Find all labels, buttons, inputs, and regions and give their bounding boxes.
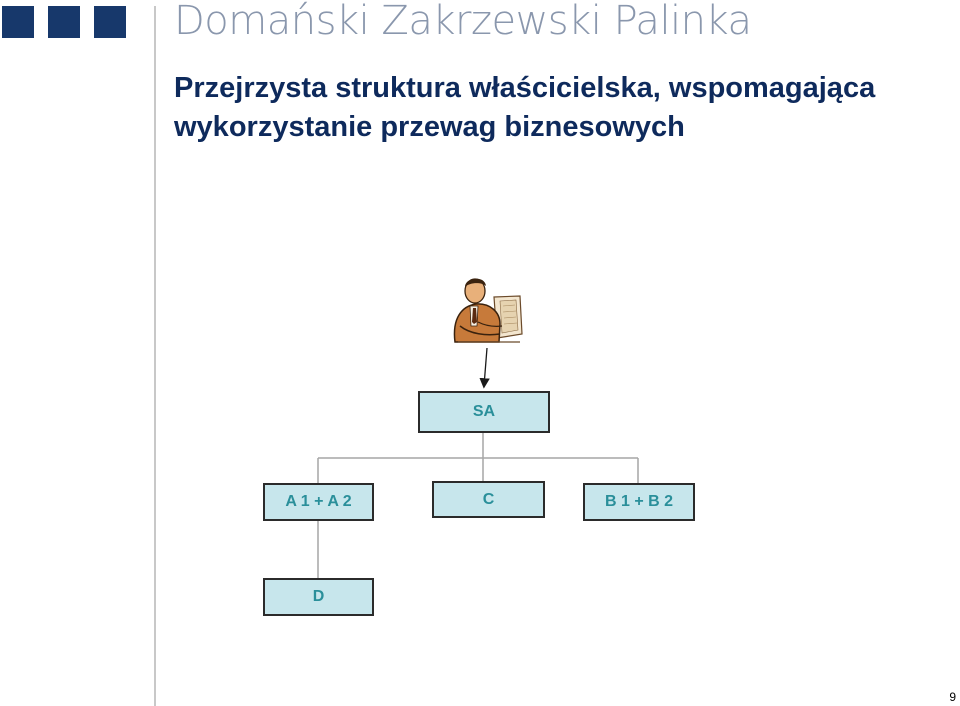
node-a-label: A 1 + A 2 [285, 493, 352, 510]
node-b-label: B 1 + B 2 [604, 493, 674, 510]
node-sa-label: SA [472, 403, 496, 420]
ownership-arrow [484, 348, 487, 386]
slide-title-line-2: wykorzystanie przewag biznesowych [174, 111, 685, 143]
node-c-label: C [482, 491, 495, 508]
node-d-label: D [312, 588, 325, 605]
node-a [263, 483, 374, 521]
node-d [263, 578, 374, 616]
brand-name: Domański Zakrzewski Palinka [174, 0, 752, 44]
businessman-at-computer-icon [454, 279, 522, 342]
page-number: 9 [949, 690, 956, 704]
slide-title-line-1: Przejrzysta struktura właścicielska, wspomagająca [174, 72, 876, 104]
node-b [583, 483, 695, 521]
node-sa [418, 391, 550, 433]
node-c [432, 481, 545, 518]
